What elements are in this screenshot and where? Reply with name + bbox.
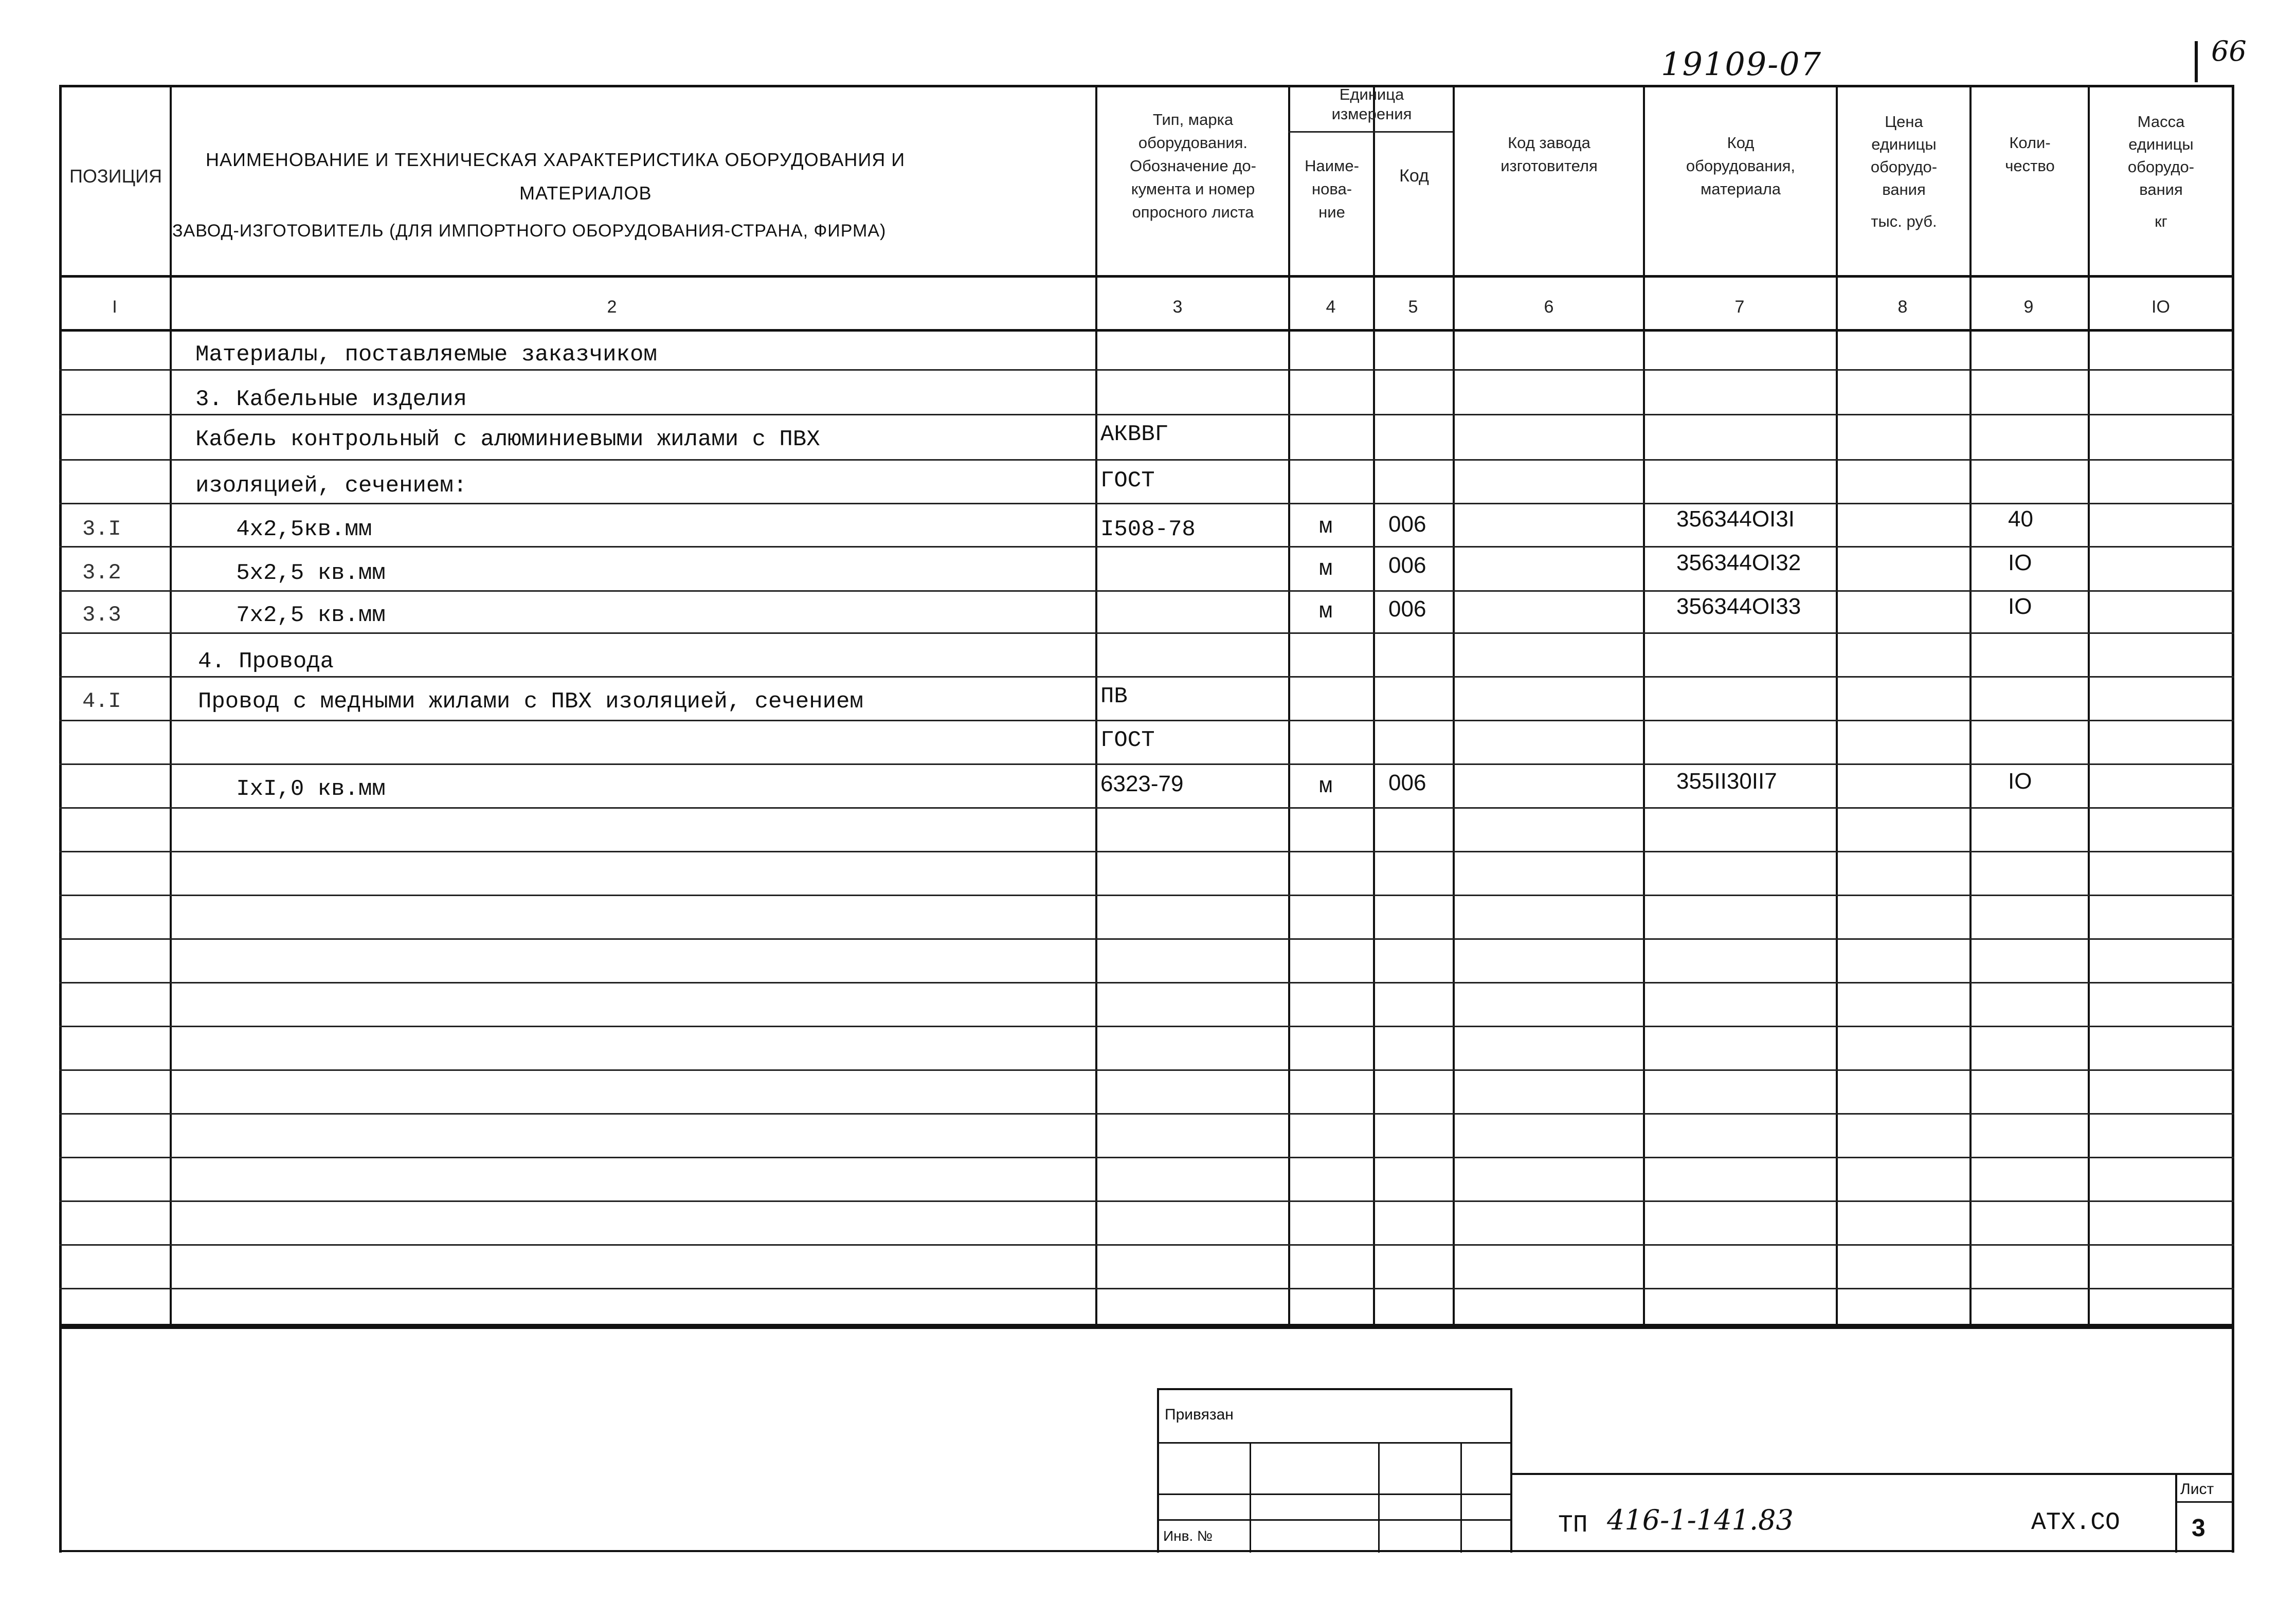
table-row-type: ГОСТ xyxy=(1100,468,1155,494)
table-row-equipment-code: 356344OI3I xyxy=(1676,506,1795,532)
row-line xyxy=(59,369,2234,371)
row-line xyxy=(59,503,2234,504)
table-row-name: 4. Провода xyxy=(198,649,334,675)
header-unit-name: Наиме- нова- ние xyxy=(1305,157,1359,221)
page-number-bar xyxy=(2195,41,2198,82)
table-row-name: IхI,0 кв.мм xyxy=(195,776,386,802)
column-divider xyxy=(1373,85,1375,1326)
column-number: 3 xyxy=(1172,297,1183,317)
table-row-type: ПВ xyxy=(1100,684,1128,709)
sheet-number: 3 xyxy=(2192,1515,2205,1542)
title-block-border xyxy=(2175,1501,2234,1503)
row-line xyxy=(59,1288,2234,1289)
header-unit-price: Цена единицы оборудо- вания тыс. руб. xyxy=(1870,113,1938,230)
header-unit-code: Код xyxy=(1399,166,1429,186)
table-row-quantity: IO xyxy=(2008,550,2032,575)
row-line xyxy=(59,851,2234,852)
column-number: 8 xyxy=(1897,297,1908,317)
stamp-border xyxy=(1157,1493,1512,1495)
column-number: IO xyxy=(2152,297,2170,317)
row-line xyxy=(59,459,2234,461)
row-line xyxy=(59,632,2234,634)
table-row-name: 5х2,5 кв.мм xyxy=(195,560,386,586)
table-row-position: 3.I xyxy=(82,517,121,541)
row-line xyxy=(59,1157,2234,1158)
table-row-unit: м xyxy=(1319,514,1333,540)
table-row-position: 3.3 xyxy=(82,603,121,627)
column-divider xyxy=(1836,85,1838,1326)
stamp-border xyxy=(1250,1442,1251,1553)
document-code: АТХ.СО xyxy=(2031,1509,2120,1537)
table-row-unit: м xyxy=(1319,556,1333,582)
table-row-quantity: 40 xyxy=(2008,506,2033,532)
row-line xyxy=(59,720,2234,721)
header-name-line1: НАИМЕНОВАНИЕ И ТЕХНИЧЕСКАЯ ХАРАКТЕРИСТИКА ОБОРУДОВАНИЯ И xyxy=(206,149,906,170)
table-row-type: ГОСТ xyxy=(1100,727,1155,753)
row-line xyxy=(59,546,2234,548)
table-bottom-line xyxy=(59,1326,2234,1329)
table-row-name: 4х2,5кв.мм xyxy=(195,517,372,542)
table-row-type: АКВВГ xyxy=(1100,422,1169,447)
column-number: 4 xyxy=(1326,297,1336,317)
stamp-border xyxy=(1157,1388,1159,1553)
table-row-position: 3.2 xyxy=(82,560,121,585)
table-row-code: 006 xyxy=(1388,596,1426,622)
header-equipment-code: Код оборудования, материала xyxy=(1686,134,1796,198)
column-divider xyxy=(1095,85,1097,1326)
column-divider xyxy=(1643,85,1645,1326)
column-number: 6 xyxy=(1544,297,1554,317)
stamp-border xyxy=(1157,1442,1512,1444)
table-row-type: I508-78 xyxy=(1100,517,1196,542)
handwritten-page-number: 66 xyxy=(2211,35,2247,67)
table-row-name: 3. Кабельные изделия xyxy=(195,387,467,412)
row-line xyxy=(59,1026,2234,1027)
column-number-divider xyxy=(59,329,2234,332)
row-line xyxy=(59,982,2234,983)
column-number: 5 xyxy=(1408,297,1418,317)
table-row-type: 6323-79 xyxy=(1100,771,1184,796)
table-row-unit: м xyxy=(1319,774,1333,799)
header-quantity: Коли- чество xyxy=(2005,134,2055,175)
stamp-border xyxy=(1460,1442,1462,1553)
column-number: 7 xyxy=(1734,297,1745,317)
table-row-name: Кабель контрольный с алюминиевыми жилами с ПВХ xyxy=(195,427,820,452)
unit-group-divider xyxy=(1288,131,1453,133)
row-line xyxy=(59,1200,2234,1202)
stamp-border xyxy=(1378,1442,1380,1553)
table-row-code: 006 xyxy=(1388,553,1426,578)
row-line xyxy=(59,807,2234,809)
stamp-border xyxy=(1157,1388,1512,1390)
column-number: 2 xyxy=(607,297,617,317)
frame-right-line xyxy=(2232,1326,2234,1553)
row-line xyxy=(59,1113,2234,1115)
header-position: ПОЗИЦИЯ xyxy=(69,166,162,187)
table-row-position: 4.I xyxy=(82,689,121,714)
table-row-code: 006 xyxy=(1388,770,1426,795)
table-row-quantity: IO xyxy=(2008,594,2032,619)
column-number: I xyxy=(112,297,117,317)
title-block-border xyxy=(1510,1473,2234,1475)
title-block-border xyxy=(2175,1473,2177,1553)
header-divider xyxy=(59,275,2234,278)
tp-label: ТП xyxy=(1558,1511,1588,1539)
bound-label: Привязан xyxy=(1165,1406,1234,1423)
row-line xyxy=(59,590,2234,592)
row-line xyxy=(59,414,2234,415)
header-name-line2: МАТЕРИАЛОВ xyxy=(519,183,652,204)
table-row-equipment-code: 355II30II7 xyxy=(1676,769,1777,794)
row-line xyxy=(59,1244,2234,1246)
table-row-unit: м xyxy=(1319,599,1333,625)
header-type: Тип, марка оборудования. Обозначение до- кумента и номер опросного листа xyxy=(1130,111,1256,221)
column-number: 9 xyxy=(2023,297,2034,317)
frame-bottom-line xyxy=(59,1550,2234,1552)
column-divider xyxy=(170,85,172,1326)
column-divider xyxy=(1453,85,1455,1326)
row-line xyxy=(59,1069,2234,1071)
row-line xyxy=(59,938,2234,940)
table-row-name: изоляцией, сечением: xyxy=(195,473,467,499)
column-divider xyxy=(1288,85,1290,1326)
stamp-border xyxy=(1510,1388,1512,1553)
tp-code: 416-1-141.83 xyxy=(1607,1504,1794,1536)
sheet-label: Лист xyxy=(2180,1481,2214,1498)
table-row-name: Провод с медными жилами с ПВХ изоляцией, сечением xyxy=(198,689,863,715)
column-divider xyxy=(1969,85,1972,1326)
table-row-name: Материалы, поставляемые заказчиком xyxy=(195,342,657,368)
row-line xyxy=(59,895,2234,896)
row-line xyxy=(59,676,2234,678)
row-line xyxy=(59,763,2234,765)
handwritten-doc-number: 19109-07 xyxy=(1661,45,1822,83)
header-unit-mass: Масса единицы оборудо- вания кг xyxy=(2127,113,2195,230)
table-row-equipment-code: 356344OI32 xyxy=(1676,550,1801,575)
frame-left-line xyxy=(59,1326,62,1553)
header-unit-group: Единица измерения xyxy=(1331,85,1412,123)
table-row-code: 006 xyxy=(1388,512,1426,537)
column-divider xyxy=(2088,85,2090,1326)
inventory-label: Инв. № xyxy=(1163,1528,1213,1544)
header-name-line3: ЗАВОД-ИЗГОТОВИТЕЛЬ (ДЛЯ ИМПОРТНОГО ОБОРУДОВАНИЯ-СТРАНА, ФИРМА) xyxy=(172,221,887,241)
table-row-equipment-code: 356344OI33 xyxy=(1676,594,1801,619)
header-manufacturer-code: Код завода изготовителя xyxy=(1500,134,1598,175)
table-row-quantity: IO xyxy=(2008,769,2032,794)
stamp-border xyxy=(1157,1519,1512,1521)
table-row-name: 7х2,5 кв.мм xyxy=(195,603,386,628)
